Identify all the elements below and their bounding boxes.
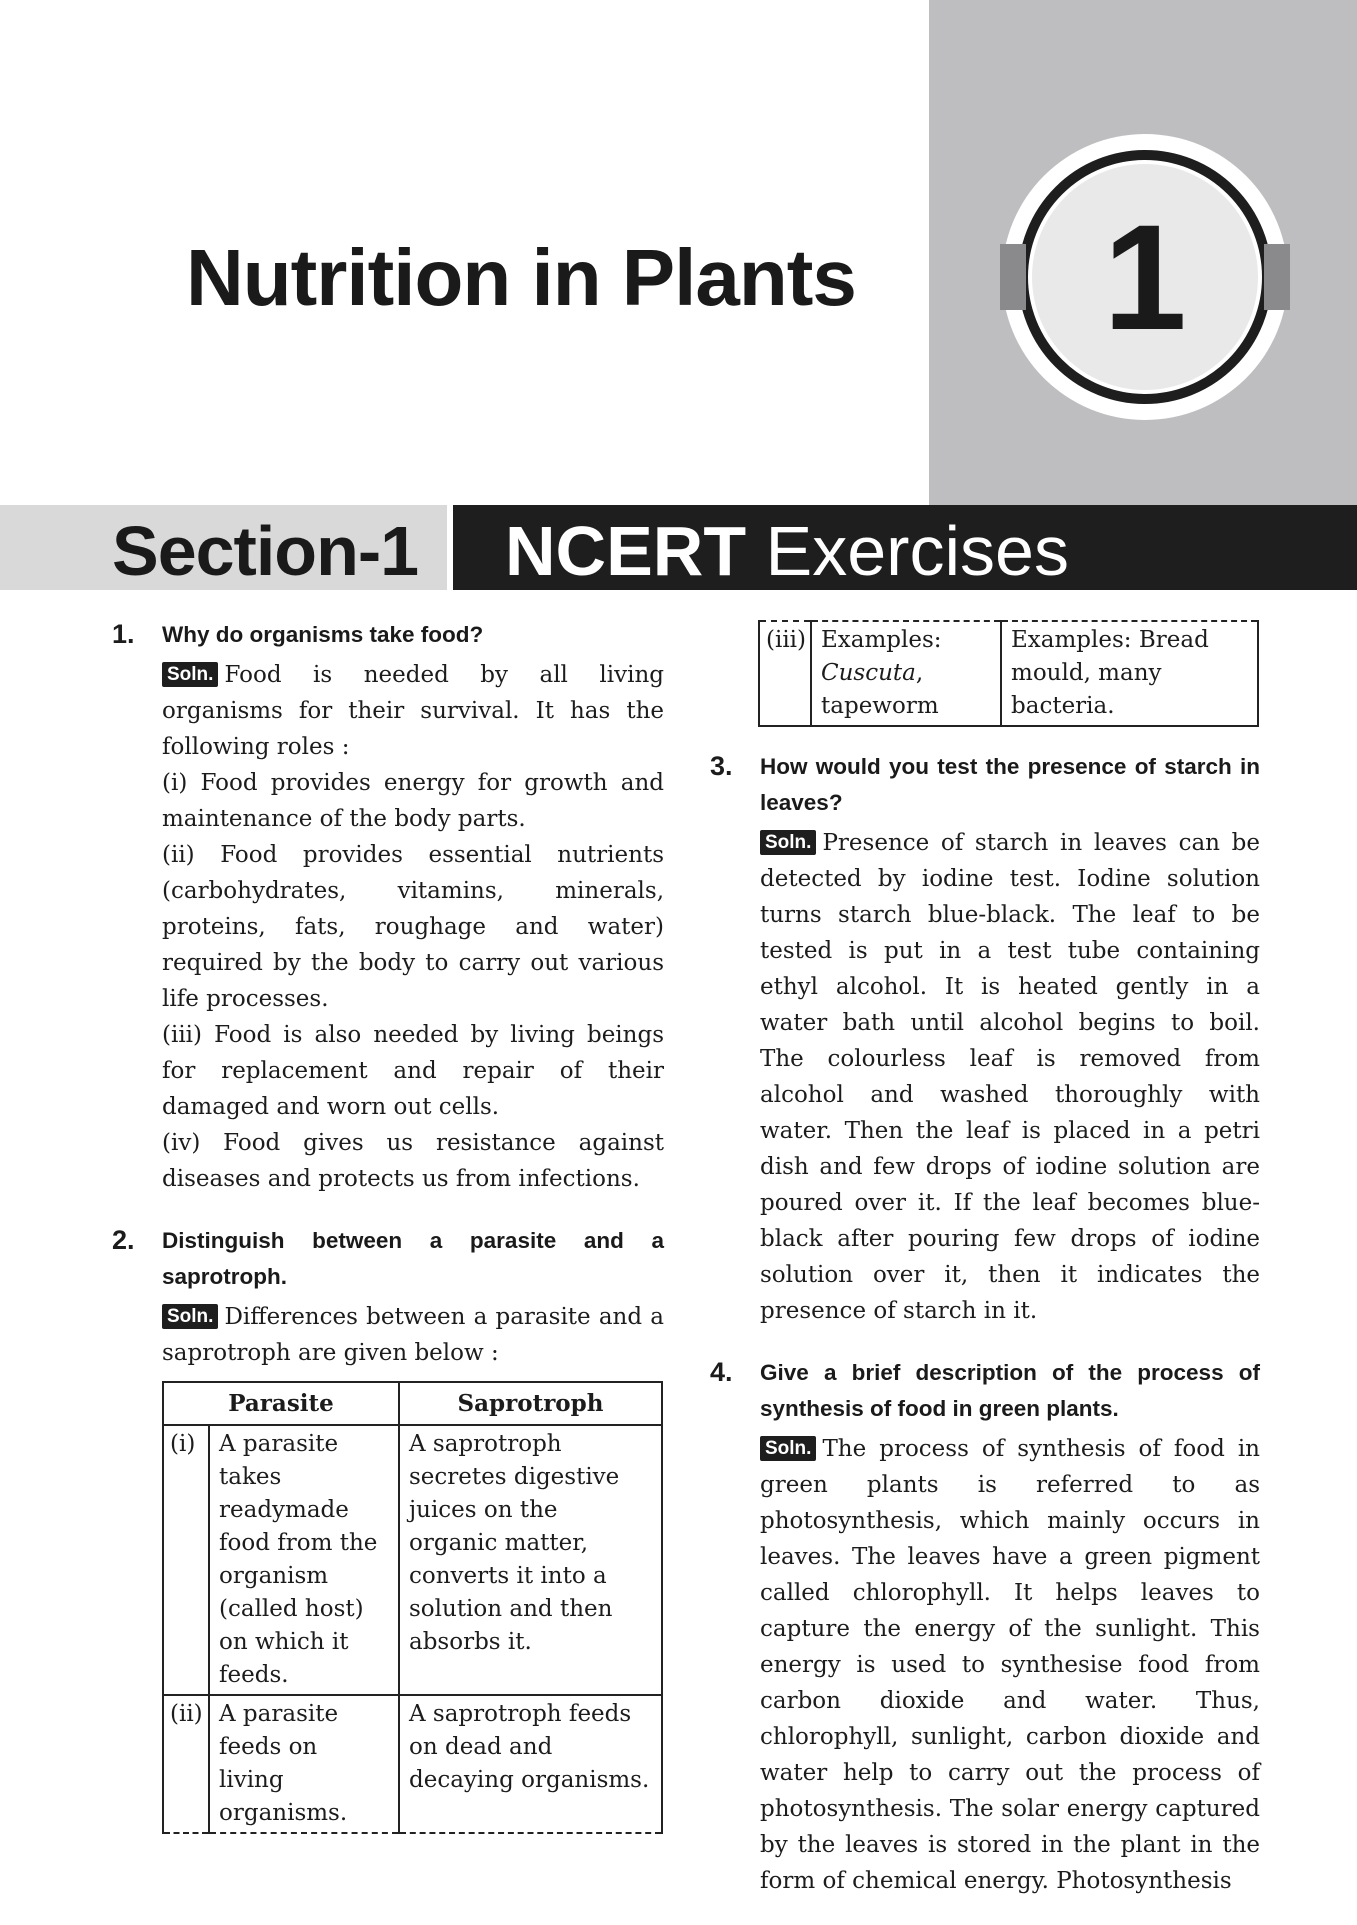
soln-badge: Soln.	[760, 1436, 816, 1461]
question-2	[112, 1223, 664, 1834]
right-column	[710, 610, 1260, 1925]
table-row	[759, 621, 1258, 726]
question-number: 2.	[112, 1225, 135, 1255]
section-label: Section-1	[112, 512, 419, 590]
question-text: Distinguish between a parasite and a saprotroph.	[162, 1228, 664, 1289]
section-heading-rest: Exercises	[746, 512, 1069, 590]
row-index: (iii)	[759, 621, 811, 726]
question-4	[710, 1355, 1260, 1899]
parasite-cell: A parasite takes readymade food from the organism (called host) on which it feeds.	[209, 1425, 399, 1695]
answer-text: Soln. The process of synthesis of food in green plants is referred to as photosynthesis, which mainly occurs in leaves. The leaves have a green pigment called chlorophyll. It helps leaves to capture the energy of the sunlight. This energy is used to synthesise food from carbon dioxide and water. Thus, chlorophyll, sunlight, carbon dioxide and water help to carry out the process of photosynthesis. The solar energy captured by the leaves is stored in the plant in the form of chemical energy. Photosynthesis	[760, 1436, 1260, 1894]
answer-intro: Soln. Food is needed by all living organisms for their survival. It has the following roles :	[162, 662, 664, 760]
chapter-number: 1	[1103, 193, 1187, 361]
question-text: Give a brief description of the process of synthesis of food in green plants.	[760, 1360, 1260, 1421]
question-number: 1.	[112, 619, 135, 649]
question-3	[710, 749, 1260, 1329]
soln-badge: Soln.	[760, 830, 816, 855]
table-header-row	[163, 1382, 662, 1425]
answer-point: (i) Food provides energy for growth and maintenance of the body parts.	[162, 770, 664, 832]
column-header: Saprotroph	[399, 1382, 662, 1425]
left-column	[112, 617, 664, 1860]
section-heading-bold: NCERT	[505, 512, 747, 590]
soln-badge: Soln.	[162, 1304, 218, 1329]
chapter-title: Nutrition in Plants	[186, 233, 856, 322]
table-row	[163, 1425, 662, 1695]
parasite-cell: Examples: Cuscuta, tapeworm	[811, 621, 1001, 726]
section-heading	[505, 512, 1069, 590]
answer-point: (iv) Food gives us resistance against diseases and protects us from infections.	[162, 1130, 664, 1192]
answer-point: (ii) Food provides essential nutrients (carbohydrates, vitamins, minerals, proteins, fats, roughage and water) required by the body to carry out various life processes.	[162, 842, 664, 1012]
answer-point: (iii) Food is also needed by living beings for replacement and repair of their damaged and worn out cells.	[162, 1022, 664, 1120]
answer-intro: Soln. Differences between a parasite and a saprotroph are given below :	[162, 1304, 664, 1366]
answer-text: Soln. Presence of starch in leaves can be detected by iodine test. Iodine solution turns starch blue-black. The leaf to be tested is put in a test tube containing ethyl alcohol. It is heated gently in a water bath until alcohol begins to boil. The colourless leaf is removed from alcohol and washed thoroughly with water. Then the leaf is placed in a petri dish and few drops of iodine solution are poured over it. If the leaf becomes blue-black after pouring few drops of iodine solution over it, then it indicates the presence of starch in it.	[760, 830, 1260, 1324]
column-header: Parasite	[163, 1382, 399, 1425]
row-index: (i)	[163, 1425, 209, 1695]
saprotroph-cell: Examples: Bread mould, many bacteria.	[1001, 621, 1258, 726]
question-1	[112, 617, 664, 1197]
table-row	[163, 1695, 662, 1833]
difference-table-continued	[758, 620, 1259, 727]
saprotroph-cell: A saprotroph feeds on dead and decaying organisms.	[399, 1695, 662, 1833]
soln-badge: Soln.	[162, 662, 218, 687]
difference-table	[162, 1381, 663, 1834]
question-text: How would you test the presence of starch in leaves?	[760, 754, 1260, 815]
question-number: 4.	[710, 1357, 733, 1387]
parasite-cell: A parasite feeds on living organisms.	[209, 1695, 399, 1833]
row-index: (ii)	[163, 1695, 209, 1833]
question-text: Why do organisms take food?	[162, 622, 484, 647]
saprotroph-cell: A saprotroph secretes digestive juices on the organic matter, converts it into a solution and then absorbs it.	[399, 1425, 662, 1695]
question-number: 3.	[710, 751, 733, 781]
